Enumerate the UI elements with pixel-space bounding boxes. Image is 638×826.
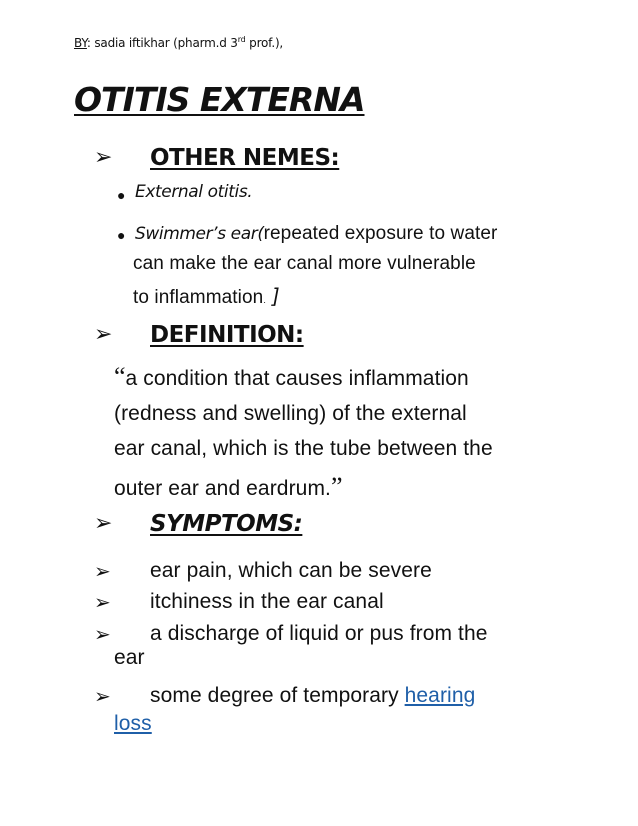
page-title: OTITIS EXTERNA xyxy=(74,80,365,119)
author-by-label: BY xyxy=(74,36,87,50)
definition-line xyxy=(114,362,469,392)
definition-heading: DEFINITION: xyxy=(150,322,304,348)
author-line xyxy=(74,36,283,50)
arrow-bullet-icon: ➢ xyxy=(94,590,111,614)
other-name-dot: . xyxy=(263,295,266,305)
definition-text: a condition that causes inflammation xyxy=(125,367,469,390)
symptom-item: ear pain, which can be severe xyxy=(150,559,432,582)
symptom-item-continuation: ear xyxy=(114,646,145,669)
arrow-bullet-icon: ➢ xyxy=(94,322,113,347)
author-ordinal-sup: rd xyxy=(237,35,246,44)
definition-close-quote: ” xyxy=(331,472,343,501)
symptom-item: itchiness in the ear canal xyxy=(150,590,384,613)
arrow-bullet-icon: ➢ xyxy=(94,145,113,170)
arrow-bullet-icon: ➢ xyxy=(94,559,111,583)
symptoms-heading: SYMPTOMS: xyxy=(150,511,303,537)
definition-line: ear canal, which is the tube between the xyxy=(114,437,493,460)
other-name-desc-line: can make the ear canal more vulnerable xyxy=(133,253,476,274)
arrow-bullet-icon: ➢ xyxy=(94,684,111,708)
hearing-loss-link-continuation[interactable]: loss xyxy=(114,712,152,735)
hearing-loss-link[interactable]: hearing xyxy=(404,684,476,707)
symptom-item: a discharge of liquid or pus from the xyxy=(150,622,488,645)
other-name-item xyxy=(135,223,497,245)
author-text: : sadia iftikhar (pharm.d 3 xyxy=(86,36,238,50)
definition-line: (redness and swelling) of the external xyxy=(114,402,467,425)
author-text-end: prof.), xyxy=(245,36,284,50)
definition-open-quote: “ xyxy=(114,362,126,391)
arrow-bullet-icon: ➢ xyxy=(94,511,113,536)
other-name-close-bracket: ] xyxy=(271,284,280,308)
symptom-item xyxy=(150,684,475,708)
other-name-desc-line: repeated exposure to water xyxy=(263,223,498,244)
other-name-italic: Swimmer’s ear( xyxy=(135,224,264,244)
dot-bullet-icon: ● xyxy=(117,227,126,243)
other-name-desc-end xyxy=(133,284,280,309)
other-name-item: External otitis. xyxy=(135,182,253,202)
dot-bullet-icon: ● xyxy=(117,187,126,203)
definition-text: outer ear and eardrum. xyxy=(114,477,331,500)
arrow-bullet-icon: ➢ xyxy=(94,622,111,646)
symptom-text: some degree of temporary xyxy=(150,684,405,707)
other-name-desc-line: to inflammation xyxy=(133,287,264,308)
definition-line xyxy=(114,472,343,502)
other-names-heading: OTHER NEMES: xyxy=(150,145,340,171)
